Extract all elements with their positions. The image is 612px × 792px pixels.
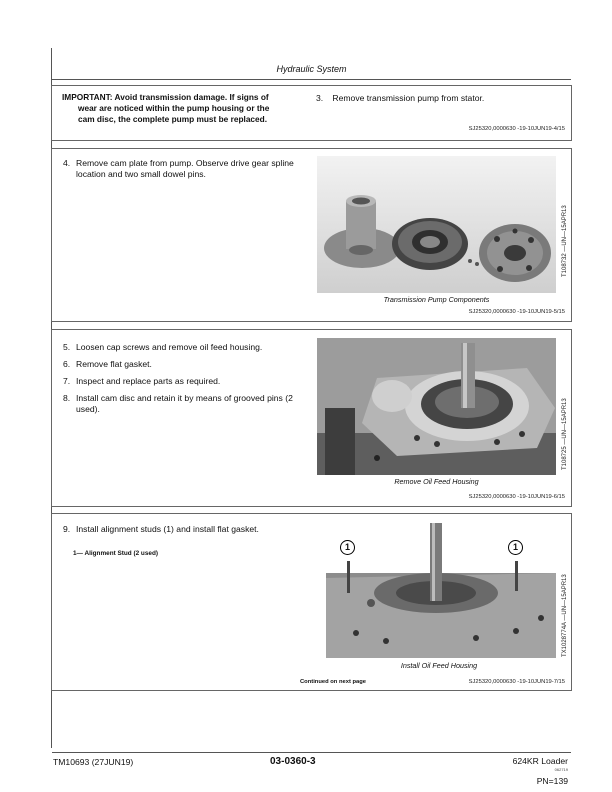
section-steps-5-8 — [51, 329, 572, 507]
step-list — [63, 158, 303, 186]
callout-marker-1: 1 — [508, 540, 523, 555]
important-line-3: cam disc, the complete pump must be replaced. — [78, 114, 268, 124]
step-list — [63, 342, 298, 421]
step-6 — [63, 359, 298, 370]
step-number: 5. — [63, 342, 71, 352]
step-text: Loosen cap screws and remove oil feed housing. — [76, 342, 263, 352]
section-code: SJ25320,0000630 -19-10JUN19-7/15 — [468, 679, 565, 685]
step-5 — [63, 342, 298, 353]
step-text: Remove cam plate from pump. Observe drive gear spline location and two small dowel pins. — [76, 158, 294, 179]
important-line-1: IMPORTANT: Avoid transmission damage. If signs of — [62, 92, 269, 102]
step-text: Inspect and replace parts as required. — [76, 376, 221, 386]
footer-product-name: 624KR Loader — [512, 756, 568, 766]
step-list — [63, 524, 308, 541]
section-code: SJ25320,0000630 -19-10JUN19-5/15 — [468, 309, 565, 315]
step-4 — [63, 158, 303, 179]
section-step-4 — [51, 148, 572, 322]
section-step-9 — [51, 513, 572, 691]
step-number: 6. — [63, 359, 71, 369]
photo-transmission-pump-components — [317, 156, 556, 293]
step-number: 3. — [316, 93, 324, 103]
photo-remove-oil-feed-housing — [317, 338, 556, 475]
footer-pn: PN=139 — [536, 776, 568, 786]
continued-note: Continued on next page — [300, 679, 367, 685]
footer-product — [513, 756, 568, 772]
step-9 — [63, 524, 308, 535]
photo-caption: Transmission Pump Components — [383, 295, 490, 304]
footer-manual-id: TM10693 (27JUN19) — [53, 757, 134, 767]
step-8 — [63, 393, 298, 414]
figure-id: T108732 —UN—15APR13 — [562, 205, 568, 277]
step-7 — [63, 376, 298, 387]
footer-rule — [52, 752, 571, 753]
step-text: Remove transmission pump from stator. — [332, 93, 485, 103]
photo-caption: Remove Oil Feed Housing — [394, 477, 479, 486]
step-number: 4. — [63, 158, 71, 168]
page-header-title: Hydraulic System — [276, 64, 347, 74]
step-text: Remove flat gasket. — [76, 359, 152, 369]
photo-install-oil-feed-housing — [326, 523, 556, 658]
section-step-3 — [51, 85, 572, 141]
section-code: SJ25320,0000630 -19-10JUN19-4/15 — [468, 126, 565, 132]
important-notice — [62, 92, 308, 125]
footer-date-code: 062719 — [554, 767, 568, 772]
important-line-2: wear are noticed within the pump housing or the — [78, 103, 270, 113]
photo-caption: Install Oil Feed Housing — [400, 661, 478, 670]
step-number: 8. — [63, 393, 71, 403]
step-text: Install alignment studs (1) and install flat gasket. — [76, 524, 259, 534]
step-number: 9. — [63, 524, 71, 534]
callout-legend: 1— Alignment Stud (2 used) — [73, 550, 158, 557]
figure-id: T108725 —UN—15APR13 — [562, 398, 568, 470]
step-3 — [316, 93, 484, 103]
footer-page-number: 03-0360-3 — [270, 756, 316, 767]
callout-marker-1: 1 — [340, 540, 355, 555]
step-number: 7. — [63, 376, 71, 386]
figure-id: TX1028774A —UN—15APR13 — [562, 574, 568, 657]
section-code: SJ25320,0000630 -19-10JUN19-6/15 — [468, 494, 565, 500]
step-text: Install cam disc and retain it by means of grooved pins (2 used). — [76, 393, 293, 414]
header-rule — [52, 79, 571, 80]
